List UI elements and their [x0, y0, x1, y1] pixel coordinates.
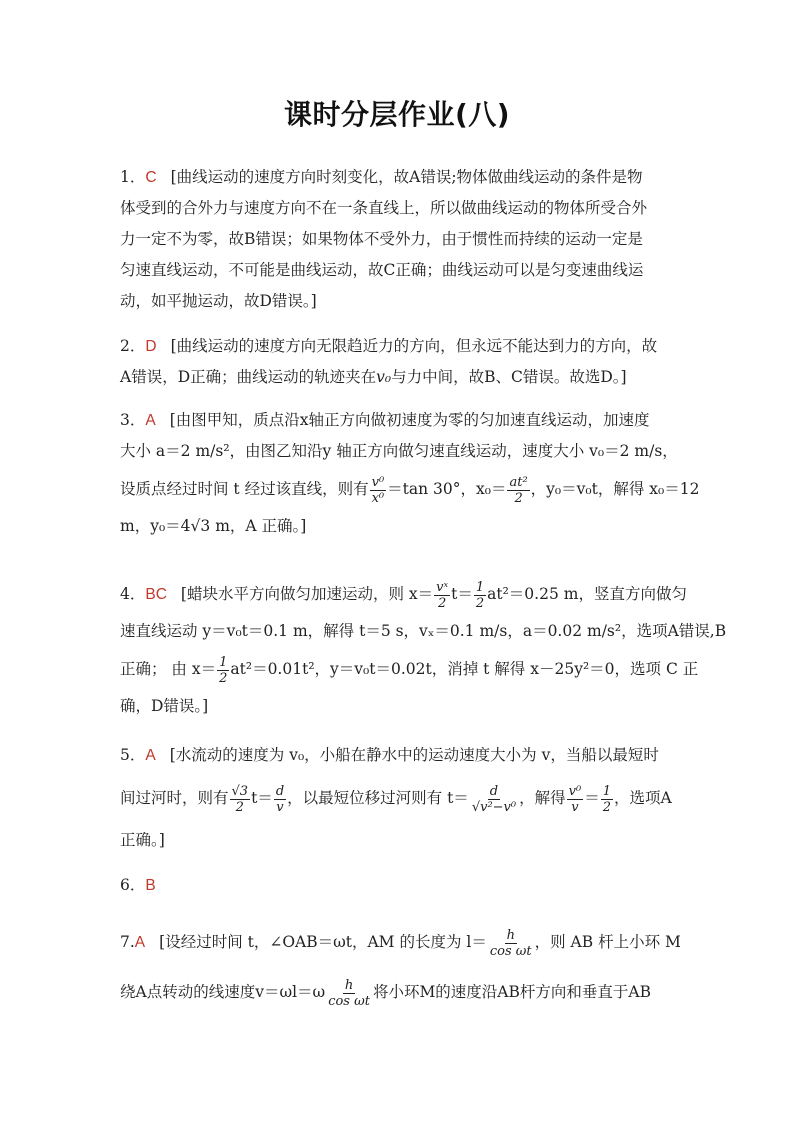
explanation-text: 体受到的合外力与速度方向不在一条直线上，所以做曲线运动的物体所受合外: [120, 199, 648, 217]
explanation-text: 设质点经过时间 t 经过该直线，则有: [120, 480, 369, 498]
denominator: cos ωt: [489, 943, 532, 959]
explanation-text: [曲线运动的速度方向无限趋近力的方向，但永远不能达到力的方向，故: [170, 337, 658, 355]
explanation-text: ，y₀＝v₀t，解得 x₀＝12: [530, 480, 700, 498]
answer-letter: B: [145, 877, 156, 894]
fraction: [217, 655, 229, 686]
answer-letter: D: [145, 338, 157, 355]
denominator: 2: [475, 595, 485, 611]
explanation-text: [曲线运动的速度方向时刻变化，故A错误;物体做曲线运动的条件是物: [170, 168, 643, 186]
answer-letter: A: [134, 934, 146, 951]
question-number: 6．: [120, 876, 146, 894]
numerator: 1: [602, 783, 611, 799]
denominator: √v²−v⁰: [471, 799, 517, 815]
explanation-text: 动，如平抛运动，故D错误。]: [120, 292, 317, 310]
fraction: [274, 784, 286, 815]
numerator: h: [506, 927, 515, 943]
explanation-text: 正确。]: [120, 831, 165, 849]
answer-letter: A: [145, 747, 156, 764]
answer-letter: C: [145, 169, 157, 186]
explanation-text: ，解得: [519, 789, 566, 807]
denominator: 2: [514, 490, 523, 506]
numerator: d: [275, 783, 285, 799]
fraction: [470, 784, 518, 815]
fraction: [434, 580, 450, 611]
denominator: cos ωt: [328, 993, 370, 1009]
math-symbol: x₀＝: [476, 480, 507, 498]
explanation-text: 力一定不为零，故B错误；如果物体不受外力，由于惯性而持续的运动一定是: [120, 230, 643, 248]
explanation-text: 将小环M的速度沿AB杆方向和垂直于AB: [372, 983, 651, 1001]
explanation-text: ，以最短位移过河则有 t＝: [287, 789, 469, 807]
explanation-text: t＝: [251, 789, 273, 807]
explanation-text: at²＝0.01t²，y＝v₀t＝0.02t，消掉 t 解得 x－25y²＝0，选项 C 正: [230, 660, 699, 678]
question-number: 3．: [120, 411, 146, 429]
answer-3: [120, 405, 700, 542]
answer-letter: BC: [145, 586, 167, 603]
numerator: 1: [475, 579, 485, 595]
numerator: h: [344, 977, 354, 993]
fraction: [567, 784, 584, 815]
numerator: d: [489, 783, 499, 799]
explanation-text: 确，D错误。]: [120, 697, 209, 715]
explanation-text: 速直线运动 y＝v₀t＝0.1 m，解得 t＝5 s，vₓ＝0.1 m/s，a＝0.02 m/s²，选项A错误,B: [120, 622, 727, 640]
answer-6: [120, 870, 680, 901]
explanation-text: 大小 a＝2 m/s²，由图乙知沿y 轴正方向做匀速直线运动，速度大小 v₀＝2 m/s，: [120, 442, 678, 460]
fraction: [507, 475, 529, 506]
explanation-text: t＝: [451, 585, 473, 603]
explanation-text: [由图甲知，质点沿x轴正方向做初速度为零的匀加速直线运动，加速度: [169, 411, 650, 429]
denominator: 2: [235, 799, 244, 815]
explanation-text: ，则 AB 杆上小环 M: [534, 933, 681, 951]
question-number: 1．: [120, 168, 146, 186]
question-number: 4．: [120, 585, 146, 603]
fraction: [230, 784, 251, 815]
numerator: v⁰: [568, 783, 582, 799]
denominator: x⁰: [371, 490, 385, 506]
denominator: 2: [437, 595, 447, 611]
explanation-text: 匀速直线运动，不可能是曲线运动，故C正确；曲线运动可以是匀变速曲线运: [120, 261, 644, 279]
denominator: v: [276, 799, 284, 815]
fraction: [601, 784, 613, 815]
question-number: 7.: [120, 933, 135, 951]
fraction: [326, 978, 372, 1009]
numerator: √3: [231, 783, 249, 799]
numerator: at²: [509, 474, 528, 490]
explanation-text: [蜡块水平方向做匀加速运动，则 x＝: [180, 585, 434, 603]
explanation-text: 绕A点转动的线速度v＝ωl＝ω: [120, 983, 326, 1001]
explanation-text: A错误，D正确；曲线运动的轨迹夹在: [120, 368, 377, 386]
fraction: [488, 928, 534, 959]
numerator: v⁰: [371, 474, 385, 490]
explanation-text: ＝: [584, 789, 600, 807]
fraction: [474, 580, 486, 611]
explanation-text: m，y₀＝4√3 m，A 正确。]: [120, 517, 307, 535]
explanation-text: 正确； 由 x＝: [120, 660, 217, 678]
denominator: 2: [602, 799, 611, 815]
explanation-text: at²＝0.25 m，竖直方向做匀: [487, 585, 687, 603]
explanation-text: [设经过时间 t，∠OAB＝ωt，AM 的长度为 l＝: [159, 933, 487, 951]
explanation-text: ＝tan 30°，: [387, 480, 477, 498]
fraction: [370, 475, 387, 506]
answer-letter: A: [145, 412, 156, 429]
answer-4: [120, 572, 727, 722]
explanation-text: 间过河时，则有: [120, 789, 229, 807]
question-number: 5．: [120, 746, 146, 764]
denominator: 2: [219, 670, 228, 686]
question-number: 2．: [120, 337, 146, 355]
answer-1: [120, 162, 680, 317]
page-title: 课时分层作业(八): [283, 98, 511, 131]
answer-2: [120, 331, 680, 393]
numerator: vˣ: [436, 579, 449, 595]
explanation-text: 与力中间，故B、C错误。故选D。]: [391, 368, 627, 386]
explanation-text: [水流动的速度为 v₀，小船在静水中的运动速度大小为 v，当船以最短时: [169, 746, 659, 764]
explanation-text: ，选项A: [613, 789, 672, 807]
math-symbol: v₀: [376, 368, 392, 386]
denominator: v: [571, 799, 579, 815]
answer-5: [120, 740, 680, 856]
answer-7: [120, 920, 680, 1014]
numerator: 1: [219, 654, 228, 670]
